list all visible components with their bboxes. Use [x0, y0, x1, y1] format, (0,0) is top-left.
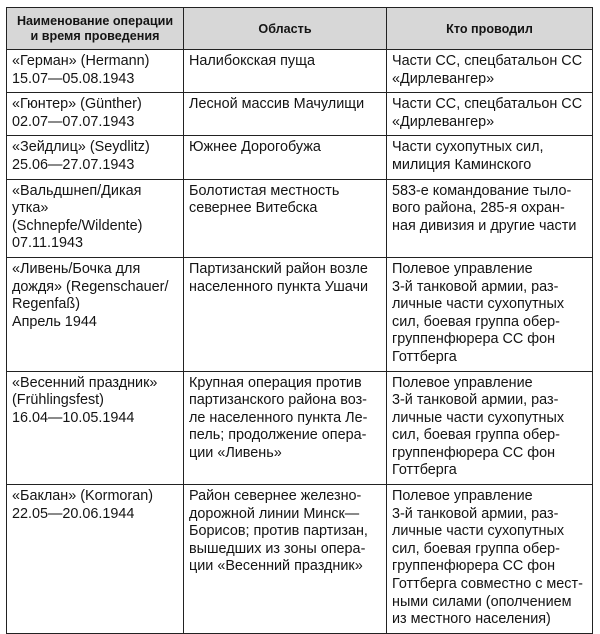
units-cell-line: Полевое управление: [392, 260, 533, 277]
area-cell-line: ле населенного пункта Ле-: [189, 409, 368, 426]
units-cell: [387, 50, 593, 93]
area-cell-line: Налибокская пуща: [189, 53, 315, 69]
area-cell: [184, 136, 387, 179]
header-area: [184, 8, 387, 50]
units-cell-line: сил, боевая группа обер-: [392, 313, 560, 330]
units-cell-line: Готтберга: [392, 462, 457, 479]
units-cell-line: ная дивизия и другие части: [392, 217, 577, 234]
units-cell-line: Полевое управление: [392, 488, 533, 505]
operation-cell-line: «Зейдлиц» (Seydlitz): [12, 139, 150, 156]
operation-cell-line: 15.07—05.08.1943: [12, 70, 135, 87]
units-cell-line: ными силами (ополчением: [392, 593, 572, 610]
operation-cell-line: Regenfaß): [12, 296, 80, 313]
area-cell-line: Район севернее железно-: [189, 488, 362, 505]
operation-cell: [7, 179, 184, 257]
units-cell-line: сил, боевая группа обер-: [392, 427, 560, 444]
operation-cell-line: «Гюнтер» (Günther): [12, 96, 142, 113]
operation-cell: [7, 50, 184, 93]
area-cell: [184, 485, 387, 634]
area-cell: [184, 257, 387, 371]
units-cell-line: Части СС, спецбатальон СС: [392, 53, 583, 69]
units-cell-line: личные части сухопутных: [392, 523, 565, 540]
operation-cell-line: Апрель 1944: [12, 313, 97, 330]
table-header-row: [7, 8, 593, 50]
operation-cell: [7, 93, 184, 136]
operation-cell-line: 16.04—10.05.1944: [12, 409, 135, 426]
area-cell: [184, 179, 387, 257]
area-cell-line: Лесной массив Мачулищи: [189, 96, 365, 113]
area-cell-line: ции «Весенний праздник»: [189, 558, 363, 575]
header-line: Кто проводил: [446, 21, 533, 36]
area-cell: [184, 93, 387, 136]
units-cell-line: личные части сухопутных: [392, 409, 565, 426]
area-cell-line: Крупная операция против: [189, 374, 362, 391]
area-cell-line: Борисов; против партизан,: [189, 523, 368, 540]
area-cell-line: севернее Витебска: [189, 200, 318, 217]
units-cell-line: «Дирлевангер»: [392, 70, 495, 87]
operation-cell: [7, 257, 184, 371]
units-cell-line: милиция Каминского: [392, 156, 532, 173]
header-line: и время проведения: [30, 29, 160, 43]
units-cell: [387, 257, 593, 371]
units-cell: [387, 93, 593, 136]
units-cell-line: Готтберга совместно с мест-: [392, 576, 583, 593]
area-cell-line: пель; продолжение опера-: [189, 427, 367, 444]
operation-cell-line: «Баклан» (Kormoran): [12, 488, 154, 505]
area-cell: [184, 371, 387, 485]
units-cell-line: вого района, 285-я охран-: [392, 200, 565, 217]
header-line: Область: [258, 21, 312, 36]
area-cell-line: Южнее Дорогобужа: [189, 139, 321, 156]
area-cell-line: партизанского района воз-: [189, 392, 367, 409]
operation-cell-line: «Герман» (Hermann): [12, 53, 150, 69]
operation-cell-line: (Schnepfe/Wildente): [12, 217, 143, 234]
area-cell-line: населенного пункта Ушачи: [189, 278, 368, 295]
units-cell-line: группенфюрера СС фон: [392, 331, 556, 348]
operation-cell: [7, 485, 184, 634]
operation-cell-line: «Вальдшнеп/Дикая утка»: [12, 182, 142, 217]
units-cell-line: 583-е командование тыло-: [392, 182, 572, 199]
operation-cell-line: 25.06—27.07.1943: [12, 156, 135, 173]
table-body: [7, 50, 593, 634]
operation-cell-line: 02.07—07.07.1943: [12, 113, 135, 130]
units-cell-line: группенфюрера СС фон: [392, 444, 556, 461]
operation-cell-line: «Ливень/Бочка для: [12, 260, 141, 277]
area-cell-line: Болотистая местность: [189, 182, 340, 199]
operation-cell-line: 22.05—20.06.1944: [12, 505, 135, 522]
units-cell-line: Готтберга: [392, 348, 457, 365]
operation-cell: [7, 136, 184, 179]
units-cell-line: Части сухопутных сил,: [392, 139, 544, 156]
units-cell-line: сил, боевая группа обер-: [392, 540, 560, 557]
operation-cell-line: (Frühlingsfest): [12, 392, 104, 409]
area-cell-line: Партизанский район возле: [189, 260, 368, 277]
units-cell: [387, 136, 593, 179]
units-cell: [387, 179, 593, 257]
operations-table: [6, 7, 593, 634]
units-cell-line: 3-й танковой армии, раз-: [392, 505, 559, 522]
units-cell-line: из местного населения): [392, 611, 551, 628]
table-row: [7, 179, 593, 257]
units-cell: [387, 371, 593, 485]
units-cell-line: 3-й танковой армии, раз-: [392, 278, 559, 295]
units-cell-line: группенфюрера СС фон: [392, 558, 556, 575]
units-cell-line: Полевое управление: [392, 374, 533, 391]
operation-cell-line: «Весенний праздник»: [12, 374, 158, 391]
operation-cell-line: дождя» (Regenschauer/: [12, 278, 169, 295]
table-row: [7, 257, 593, 371]
header-operation: [7, 8, 184, 50]
units-cell-line: 3-й танковой армии, раз-: [392, 392, 559, 409]
area-cell: [184, 50, 387, 93]
table-row: [7, 485, 593, 634]
operation-cell-line: 07.11.1943: [12, 235, 83, 252]
header-line: Наименование операции: [16, 14, 174, 28]
units-cell-line: Части СС, спецбатальон СС: [392, 96, 583, 113]
area-cell-line: вышедших из зоны опера-: [189, 540, 366, 557]
table-row: [7, 50, 593, 93]
area-cell-line: ции «Ливень»: [189, 444, 282, 461]
units-cell-line: «Дирлевангер»: [392, 113, 495, 130]
operation-cell: [7, 371, 184, 485]
header-units: [387, 8, 593, 50]
units-cell: [387, 485, 593, 634]
table-row: [7, 93, 593, 136]
table-row: [7, 371, 593, 485]
units-cell-line: личные части сухопутных: [392, 296, 565, 313]
area-cell-line: дорожной линии Минск—: [189, 505, 360, 522]
table-row: [7, 136, 593, 179]
